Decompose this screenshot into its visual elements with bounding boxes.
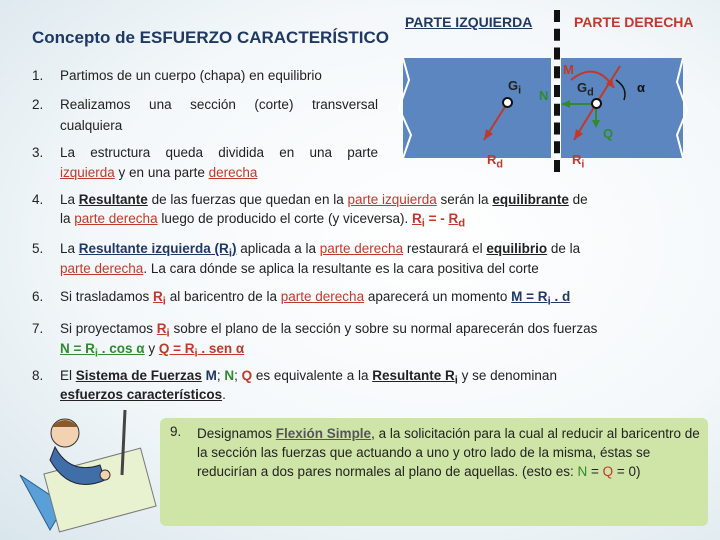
gd-point	[591, 98, 602, 109]
alpha-label: α	[637, 80, 645, 95]
right-part-header: PARTE DERECHA	[574, 14, 694, 30]
item-7-line-2: $N = R_i$ . cos α y $Q = R_i$ . sen α	[60, 341, 245, 360]
left-part-header: PARTE IZQUIERDA	[405, 14, 533, 30]
rd-label: $R_d$	[487, 152, 504, 171]
item-number: 9.	[170, 424, 182, 439]
item-2-text-cont: cualquiera	[60, 118, 123, 133]
item-number: 4.	[32, 192, 44, 207]
slide-title: Concepto de ESFUERZO CARACTERÍSTICO	[32, 28, 390, 47]
n-label: N	[539, 88, 549, 103]
item-8-line-2: esfuerzos característicos.	[60, 387, 226, 402]
q-label: Q	[603, 126, 614, 141]
gi-label: $G_i$	[508, 78, 522, 97]
item-4-line-2: la parte derecha luego de producido el corte (y viceversa). $R_i$ = - $R_d$	[60, 211, 466, 230]
gi-point	[502, 97, 513, 108]
item-3-text: La estructura queda dividida en una parte	[60, 145, 378, 160]
item-number: 6.	[32, 289, 44, 304]
item-number: 5.	[32, 241, 44, 256]
item-4-line-1: La Resultante de las fuerzas que quedan en la parte izquierda serán la equilibrante de	[60, 192, 588, 207]
item-number: 3.	[32, 145, 44, 160]
item-number: 7.	[32, 321, 44, 336]
item-5-line-1: La Resultante izquierda $(R_i)$ aplicada a la parte derecha restaurará el equilibrio de la	[60, 241, 581, 260]
left-break-line	[399, 58, 411, 158]
item-8-line-1: El Sistema de Fuerzas M; N; Q es equivalente a la Resultante $R_i$ y se denominan	[60, 368, 557, 387]
drafting-figure-illustration	[10, 405, 160, 535]
m-label: M	[563, 62, 574, 77]
gd-label: $G_d$	[577, 80, 594, 99]
alpha-arc	[616, 80, 625, 100]
item-7-line-1: Si proyectamos $R_i$ sobre el plano de la sección y sobre su normal aparecerán dos fuerzas	[60, 321, 598, 340]
definition-text: Designamos Flexión Simple, a la solicitación para la cual al reducir al baricentro de la sección las fuerzas que actuando a uno y otro lado de la misma, éstas se reducirían a dos pares normales al plano de aquellas. (esto es: N = Q = 0)	[197, 426, 700, 479]
item-6-text: Si trasladamos $R_i$ al baricentro de la parte derecha aparecerá un momento $M = R_i$ . d	[60, 289, 571, 308]
item-2-text: Realizamos una sección (corte) transversal	[60, 97, 378, 112]
right-break-line	[677, 58, 687, 158]
ri-label: $R_i$	[572, 152, 585, 171]
item-number: 1.	[32, 68, 44, 83]
item-3-text-cont: izquierda y en una parte derecha	[60, 165, 258, 180]
item-1-text: Partimos de un cuerpo (chapa) en equilibrio	[60, 68, 322, 83]
item-5-line-2: parte derecha. La cara dónde se aplica la resultante es la cara positiva del corte	[60, 261, 539, 276]
item-number: 2.	[32, 97, 44, 112]
item-number: 8.	[32, 368, 44, 383]
